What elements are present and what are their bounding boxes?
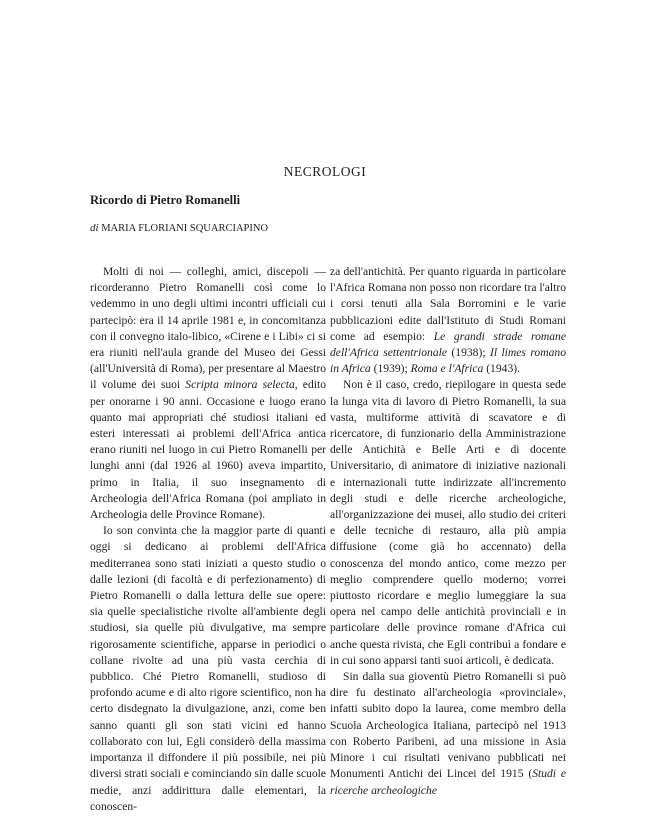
- book-title: Il limes romano in Africa: [330, 346, 566, 376]
- text-run: (1939);: [370, 362, 411, 376]
- paragraph-intro: [90, 264, 326, 523]
- paragraph-youth: [330, 669, 566, 799]
- text-run: Molti di noi — colleghi, amici, discepoli — ricorderanno Pietro Romanelli così come lo vedemmo in uno degli ultimi incontri ufficiali cui partecipò: era il 14 aprile 1981 e, in concomitanza con il convegno italo-libico, «Cirene e i Libi» ci si era riuniti nell'aula grande del Museo dei Gessi (all'Università di Roma), per presentare al Maestro il volume dei suoi: [90, 265, 326, 392]
- book-title: Le grandi strade romane dell'Africa settentrionale: [330, 329, 567, 360]
- section-heading: NECROLOGI: [283, 164, 367, 179]
- paragraph-second: Io son convinta che la maggior parte di quanti oggi si dedicano ai problemi dell'Africa mediterranea sono stati iniziati a questo studio o dalle lezioni (di facoltà e di perfezionamento) di Pietro Romanelli o dalla lettura delle sue opere: sia quelle specialistiche rivolte all'ambiente degli studiosi, sia quelle più divulgative, ma sempre rigorosamente scientifiche, apparse in periodici o collane rivolte ad una più vasta cerchia di pubblico. Ché Pietro Romanelli, studioso di profondo acume e di alto rigore scientifico, non ha certo disdegnato la divulgazione, anzi, come ben sanno quanti gli son stati vicini ed hanno collaborato con lui, Egli considerò della massima importanza il diffondere il più possibile, nei più diversi strati sociali e cominciando sin dalle scuole medie, anzi addirittura dalle elementari, la conoscen-: [90, 524, 326, 813]
- text-run: Sin dalla sua gioventù Pietro Romanelli si può dire fu destinato all'archeologia «provinciale», infatti subito dopo la laurea, come membro della Scuola Archeologica Italiana, partecipò nel 1913 con Roberto Paribeni, ad una missione in Asia Minore i cui risultati venivano pubblicati nei Monumenti Antichi dei Lincei del 1915 (: [330, 670, 566, 781]
- paragraph-continuation: [330, 264, 566, 377]
- book-title: Studi e ricerche archeologiche: [330, 767, 566, 797]
- article-title: Ricordo di Pietro Romanelli: [90, 193, 241, 207]
- author-name: MARIA FLORIANI SQUARCIAPINO: [101, 223, 269, 234]
- left-column: [90, 264, 326, 815]
- text-run: (1938);: [447, 346, 490, 360]
- text-run: , edito per onorarne i 90 anni. Occasione e luogo erano quanto mai appropriati ché studiosi italiani ed esteri interessati ai problemi dell'Africa antica erano riuniti nel luogo in cui Pietro Romanelli per lunghi anni (dal 1926 al 1960) aveva impartito, primo in Italia, il suo insegnamento di Archeologia dell'Africa Romana (poi ampliato in Archeologia delle Province Romane).: [90, 378, 326, 522]
- book-title: Roma e l'Africa: [410, 362, 484, 376]
- text-run: za dell'antichità. Per quanto riguarda in particolare l'Africa Romana non posso non ricordare tra l'altro i corsi tenuti alla Sala Borromini e le varie pubblicazioni edite dall'Istituto di Studi Romani come ad esempio:: [330, 265, 566, 343]
- byline: [90, 222, 268, 234]
- right-column: [330, 264, 566, 799]
- text-run: (1943).: [483, 362, 521, 376]
- paragraph-career: Non è il caso, credo, riepilogare in questa sede la lunga vita di lavoro di Pietro Romanelli, la sua vasta, multiforme attività di scavatore e di ricercatore, di funzionario della Amministrazione delle Antichità e Belle Arti e di docente Universitario, di animatore di iniziative nazionali e internazionali tutte indirizzate all'incremento degli studi e delle ricerche archeologiche, all'organizzazione dei musei, allo studio dei criteri e delle tecniche di restauro, alla più ampia diffusione (come già ho accennato) della conoscenza del mondo antico, come mezzo per meglio comprendere quello moderno; vorrei piuttosto ricordare e meglio lumeggiare la sua opera nel campo delle antichità provinciali e in particolare delle province romane d'Africa cui anche questa rivista, che Egli contribuì a fondare e in cui sono apparsi tanti suoi articoli, è dedicata.: [330, 378, 566, 667]
- book-title: Scripta minora selecta: [185, 378, 295, 392]
- byline-prefix: di: [90, 222, 99, 234]
